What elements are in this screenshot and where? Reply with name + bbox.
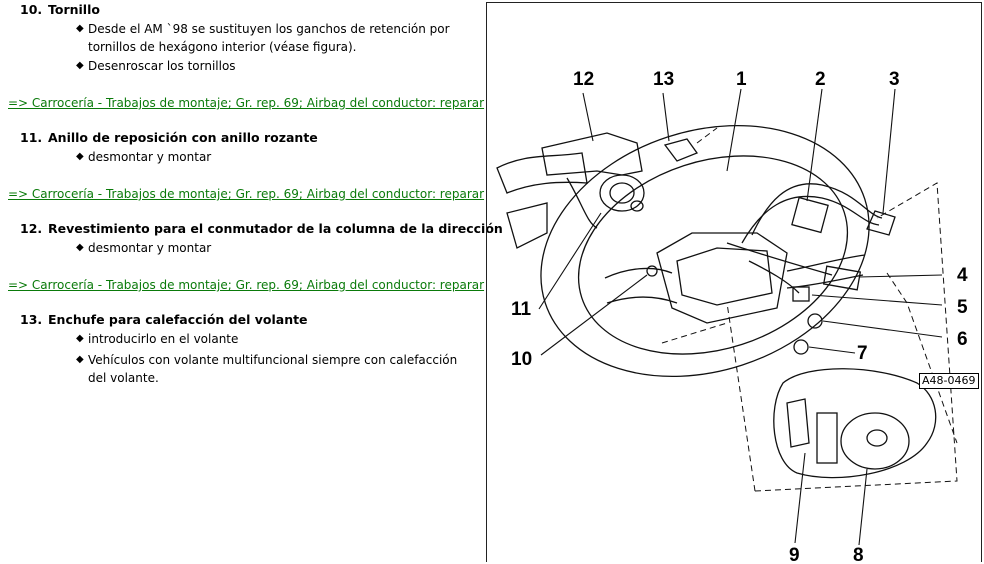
leader-line <box>539 213 601 309</box>
figure-id-badge: A48-0469 <box>919 373 979 389</box>
callout-6: 6 <box>957 329 968 350</box>
callout-1: 1 <box>736 69 747 90</box>
diamond-bullet-icon: ◆ <box>76 242 84 253</box>
steering-wheel-rim <box>508 85 902 417</box>
leader-line <box>859 469 867 545</box>
bullet: ◆ introducirlo en el volante <box>76 332 239 346</box>
link-airbag-repair[interactable]: => Carrocería - Trabajos de montaje; Gr. rep. 69; Airbag del conductor: reparar <box>8 96 485 110</box>
steering-wheel-figure <box>486 2 982 562</box>
link-airbag-repair[interactable]: => Carrocería - Trabajos de montaje; Gr. rep. 69; Airbag del conductor: reparar <box>8 187 485 201</box>
diamond-bullet-icon: ◆ <box>76 151 84 162</box>
exploded-view-drawing <box>487 3 981 563</box>
bullet: ◆ Desde el AM `98 se sustituyen los ganchos de retención por tornillos de hexágono interior (véase figura). <box>76 22 450 54</box>
diamond-bullet-icon: ◆ <box>76 354 84 365</box>
diamond-bullet-icon: ◆ <box>76 60 84 71</box>
bullet: ◆ desmontar y montar <box>76 241 212 255</box>
leader-line <box>809 347 855 353</box>
leader-line <box>883 89 895 213</box>
callout-2: 2 <box>815 69 826 90</box>
callout-3: 3 <box>889 69 900 90</box>
link-airbag-repair[interactable]: => Carrocería - Trabajos de montaje; Gr. rep. 69; Airbag del conductor: reparar <box>8 278 485 292</box>
section-13-title: 13. Enchufe para calefacción del volante <box>20 312 308 327</box>
section-12-title: 12. Revestimiento para el conmutador de la columna de la dirección <box>20 221 503 236</box>
bullet: ◆ Desenroscar los tornillos <box>76 59 236 73</box>
leader-line <box>859 275 942 277</box>
leader-line <box>823 321 942 337</box>
callout-5: 5 <box>957 297 968 318</box>
callout-4: 4 <box>957 265 968 286</box>
callout-13: 13 <box>653 69 675 90</box>
callout-11: 11 <box>511 299 532 320</box>
diamond-bullet-icon: ◆ <box>76 23 84 34</box>
diamond-bullet-icon: ◆ <box>76 333 84 344</box>
callout-12: 12 <box>573 69 595 90</box>
callout-8: 8 <box>853 545 864 563</box>
leader-line <box>663 93 669 141</box>
leader-line <box>583 93 593 141</box>
leader-line <box>795 453 805 543</box>
leader-line <box>812 295 942 305</box>
callout-10: 10 <box>511 349 533 370</box>
bullet: ◆ desmontar y montar <box>76 150 212 164</box>
callout-9: 9 <box>789 545 800 563</box>
section-10-title: 10. Tornillo <box>20 2 100 17</box>
bullet: ◆ Vehículos con volante multifuncional siempre con calefacción del volante. <box>76 353 458 385</box>
section-11-title: 11. Anillo de reposición con anillo rozante <box>20 130 318 145</box>
leader-line <box>541 275 647 355</box>
leader-line <box>727 89 741 171</box>
callout-7: 7 <box>857 343 868 364</box>
